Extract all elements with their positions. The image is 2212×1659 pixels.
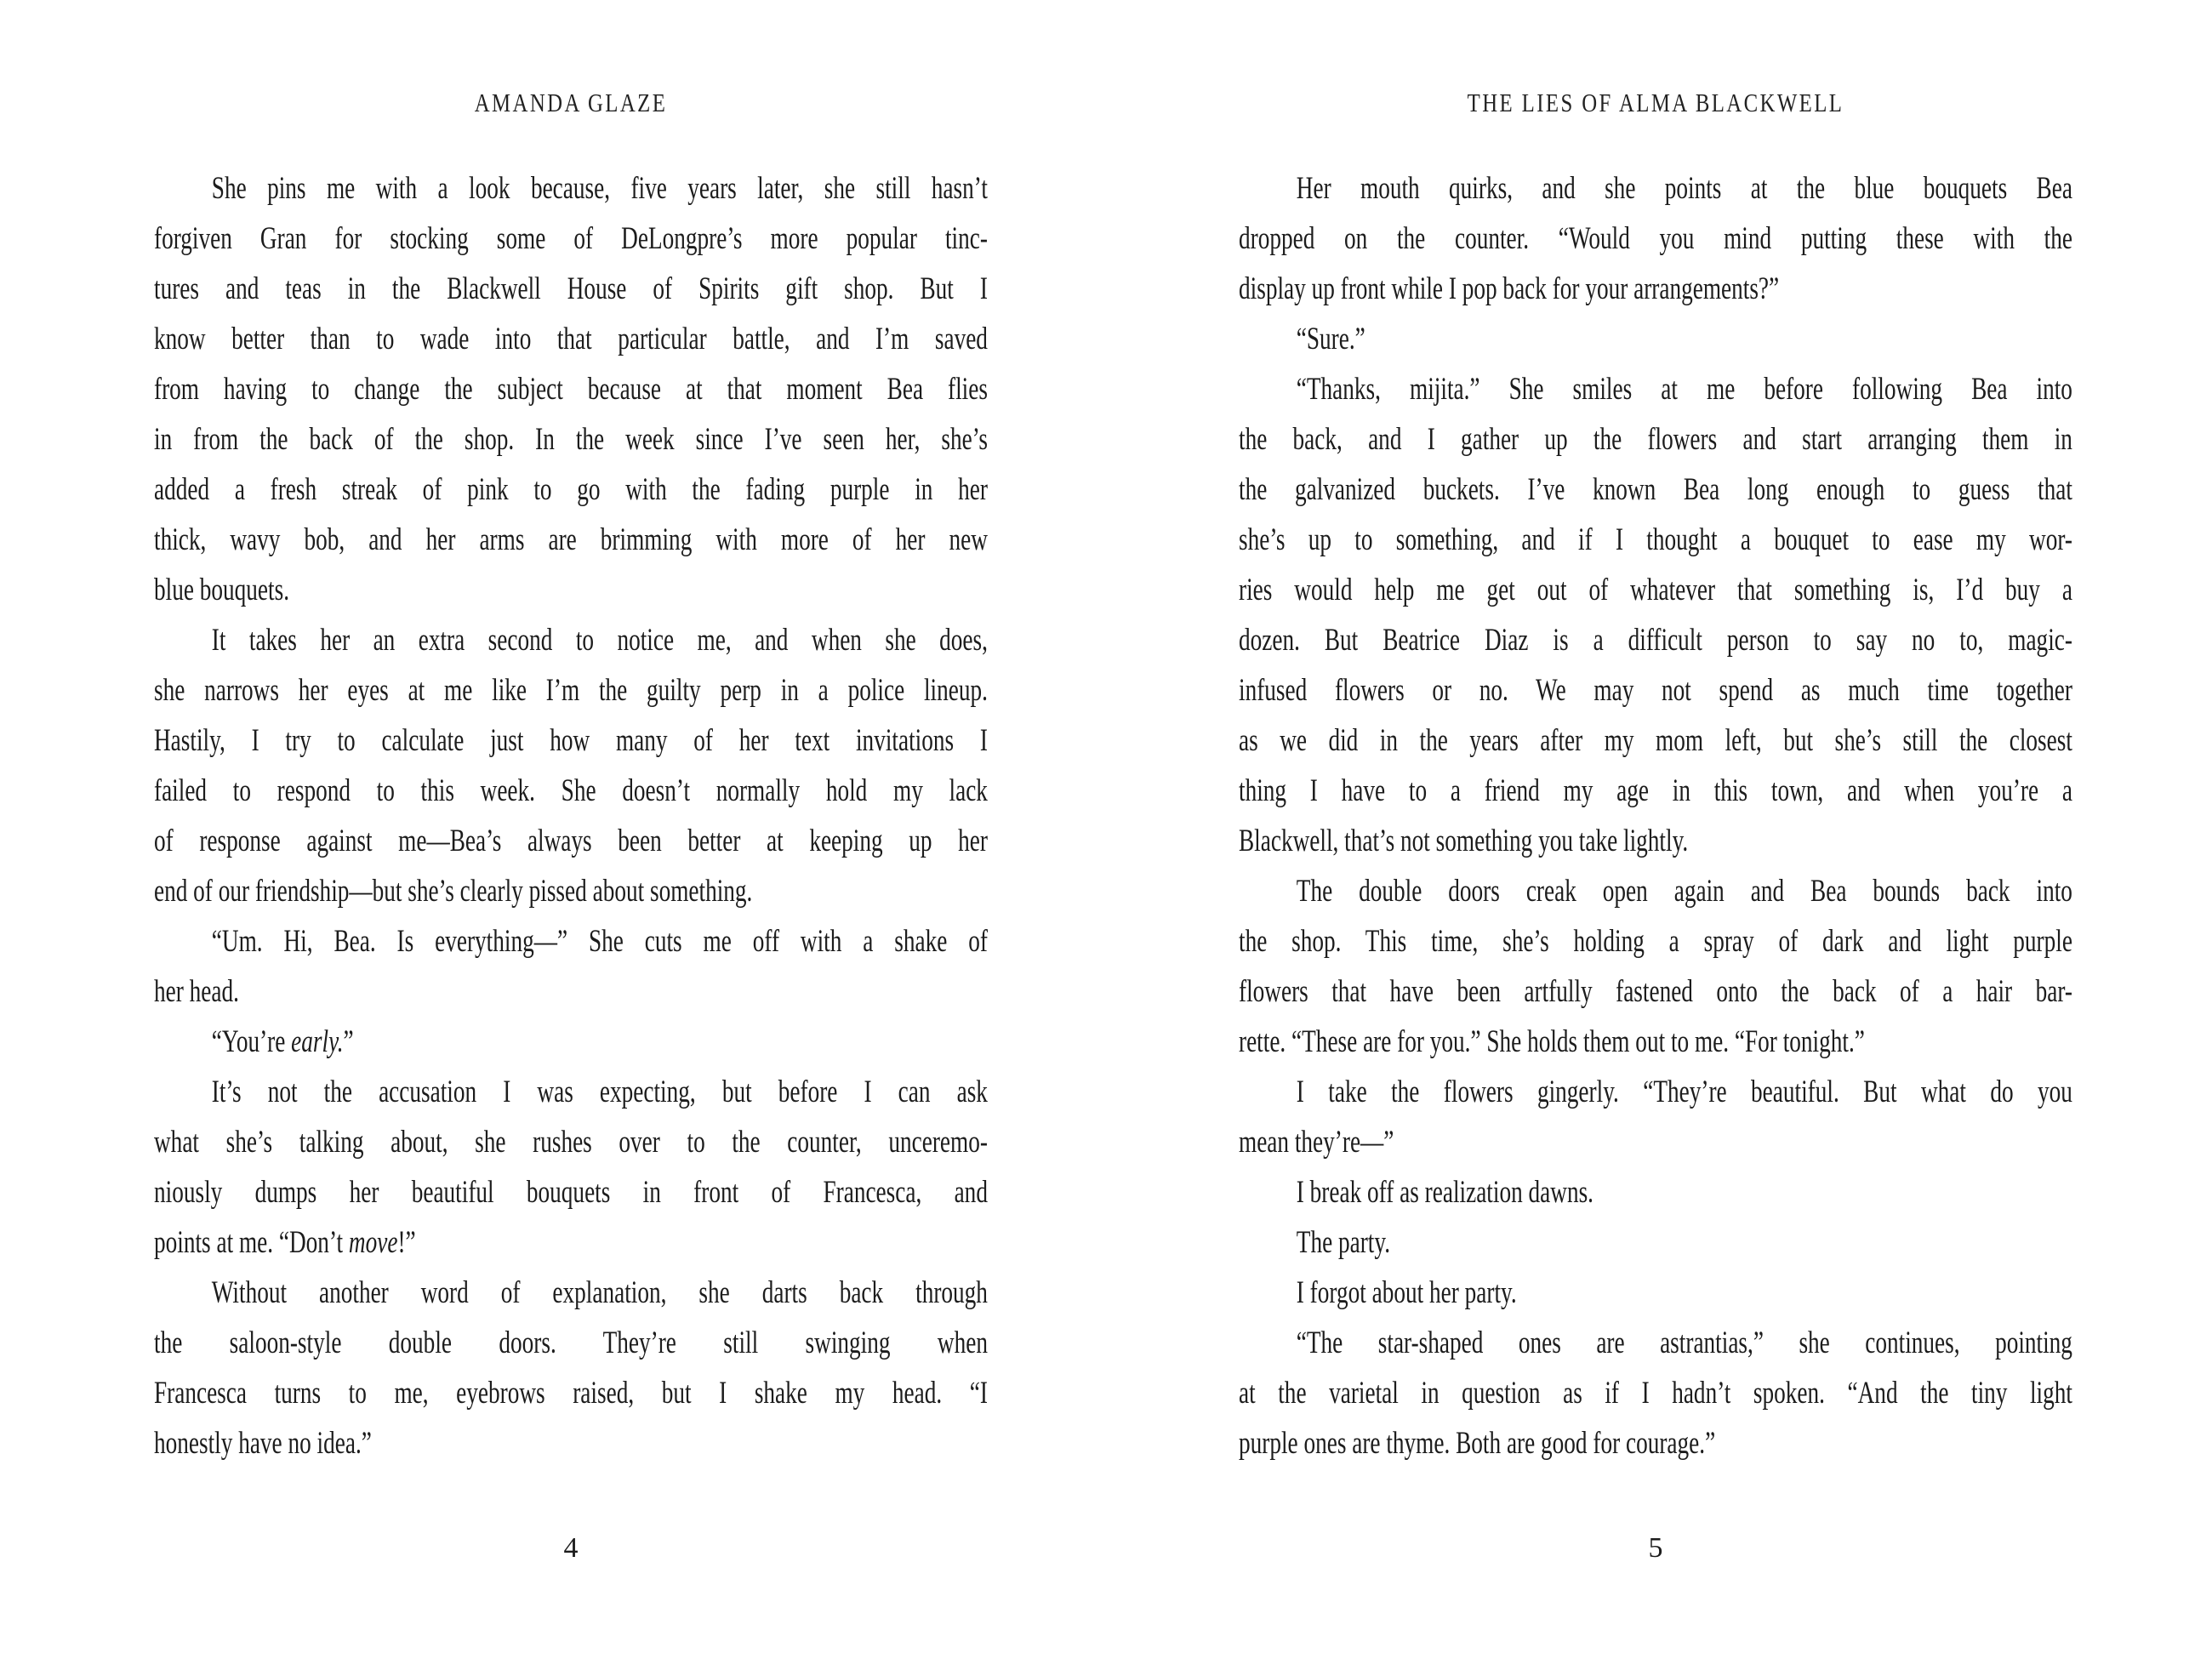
text-line: at the varietal in question as if I hadn’t spoken. “And the tiny light — [1239, 1376, 2072, 1411]
text-line: niously dumps her beautiful bouquets in front of Francesca, and — [154, 1175, 988, 1210]
text-line: added a fresh streak of pink to go with the fading purple in her — [154, 472, 988, 507]
text-line: “The star-shaped ones are astrantias,” she continues, pointing — [1296, 1325, 2072, 1360]
italic-text: early. — [291, 1024, 344, 1059]
page-right-body — [1239, 163, 2072, 1468]
text-line: dropped on the counter. “Would you mind putting these with the — [1239, 221, 2072, 256]
text-line: She pins me with a look because, five years later, she still hasn’t — [211, 171, 988, 206]
text-line: flowers that have been artfully fastened onto the back of a hair bar- — [1239, 974, 2072, 1009]
text-line: forgiven Gran for stocking some of DeLongpre’s more popular tinc- — [154, 221, 988, 256]
text-line: I break off as realization dawns. — [1296, 1175, 1594, 1210]
text-line: end of our friendship—but she’s clearly pissed about something. — [154, 874, 753, 909]
text-line: Without another word of explanation, she darts back through — [211, 1275, 988, 1310]
text-line: “Sure.” — [1296, 322, 1365, 356]
text-line: The double doors creak open again and Bea bounds back into — [1296, 874, 2072, 909]
text-line: in from the back of the shop. In the week since I’ve seen her, she’s — [154, 422, 988, 457]
page-number-right: 5 — [1648, 1532, 1663, 1564]
text-line: from having to change the subject because at that moment Bea flies — [154, 372, 988, 407]
text-line: she narrows her eyes at me like I’m the guilty perp in a police lineup. — [154, 673, 988, 708]
text-line: blue bouquets. — [154, 573, 290, 607]
text-line: the galvanized buckets. I’ve known Bea long enough to guess that — [1239, 472, 2072, 507]
running-header-author: AMANDA GLAZE — [474, 88, 668, 117]
text-line: purple ones are thyme. Both are good for courage.” — [1239, 1426, 1716, 1461]
text-line: tures and teas in the Blackwell House of Spirits gift shop. But I — [154, 271, 988, 306]
text-line: Her mouth quirks, and she points at the blue bouquets Bea — [1296, 171, 2072, 206]
page-left-body — [154, 163, 988, 1468]
text-line: “Um. Hi, Bea. Is everything—” She cuts me off with a shake of — [211, 924, 988, 959]
text-line: as we did in the years after my mom left, but she’s still the closest — [1239, 723, 2072, 758]
text-line: Blackwell, that’s not something you take lightly. — [1239, 824, 1689, 858]
running-header-title: THE LIES OF ALMA BLACKWELL — [1467, 88, 1844, 117]
text-line: I forgot about her party. — [1296, 1275, 1517, 1310]
text-line: the shop. This time, she’s holding a spray of dark and light purple — [1239, 924, 2072, 959]
text-line: It takes her an extra second to notice me, and when she does, — [211, 623, 988, 658]
text-line: the saloon-style double doors. They’re still swinging when — [154, 1325, 988, 1360]
text-line: thick, wavy bob, and her arms are brimming with more of her new — [154, 522, 988, 557]
text-line: of response against me—Bea’s always been better at keeping up her — [154, 824, 988, 858]
text-line: rette. “These are for you.” She holds them out to me. “For tonight.” — [1239, 1024, 1865, 1059]
text-line: Francesca turns to me, eyebrows raised, but I shake my head. “I — [154, 1376, 988, 1411]
italic-text: move — [348, 1225, 398, 1260]
text-line: infused flowers or no. We may not spend as much time together — [1239, 673, 2072, 708]
text-line: she’s up to something, and if I thought a bouquet to ease my wor- — [1239, 522, 2072, 557]
text-line: display up front while I pop back for your arrangements?” — [1239, 271, 1780, 306]
text-line: thing I have to a friend my age in this town, and when you’re a — [1239, 773, 2072, 808]
text-line: know better than to wade into that particular battle, and I’m saved — [154, 322, 988, 356]
text-line: the back, and I gather up the flowers and start arranging them in — [1239, 422, 2072, 457]
text-line: her head. — [154, 974, 239, 1009]
text-line: what she’s talking about, she rushes over to the counter, unceremo- — [154, 1125, 988, 1160]
text-line: It’s not the accusation I was expecting, but before I can ask — [211, 1075, 988, 1109]
text-line: ries would help me get out of whatever that something is, I’d buy a — [1239, 573, 2072, 607]
page-number-left: 4 — [563, 1532, 579, 1564]
text-line: “Thanks, mijita.” She smiles at me before following Bea into — [1296, 372, 2072, 407]
text-line: honestly have no idea.” — [154, 1426, 372, 1461]
text-line: The party. — [1296, 1225, 1391, 1260]
text-line: dozen. But Beatrice Diaz is a difficult person to say no to, magic- — [1239, 623, 2072, 658]
text-line: mean they’re—” — [1239, 1125, 1394, 1160]
text-line: Hastily, I try to calculate just how many of her text invitations I — [154, 723, 988, 758]
text-line: I take the flowers gingerly. “They’re beautiful. But what do you — [1296, 1075, 2072, 1109]
text-line: points at me. “Don’t move!” — [154, 1225, 416, 1260]
text-line: “You’re early.” — [211, 1024, 354, 1059]
text-line: failed to respond to this week. She doesn’t normally hold my lack — [154, 773, 988, 808]
